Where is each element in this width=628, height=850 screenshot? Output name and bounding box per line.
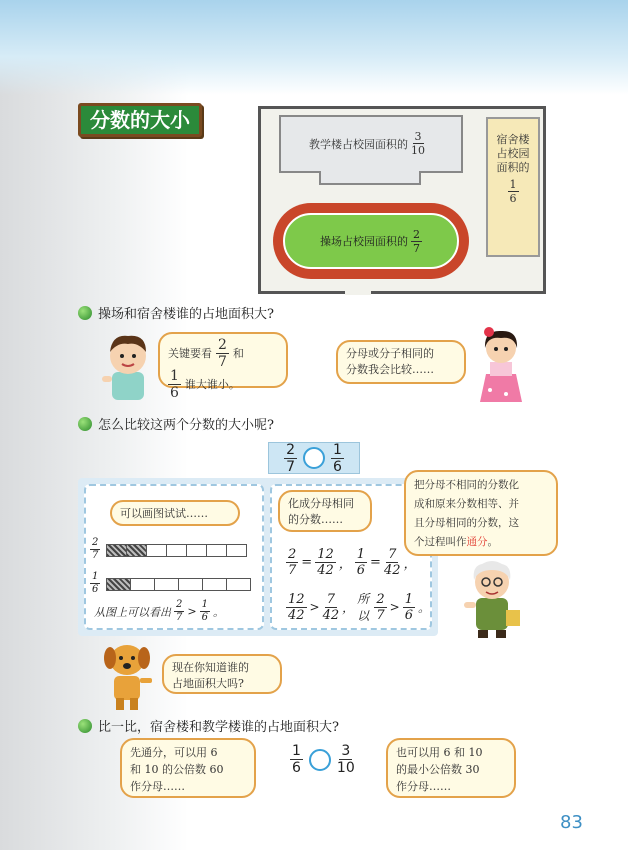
- fraction: $\frac{1}{6}$: [356, 547, 366, 578]
- compare-circle-input[interactable]: [303, 447, 325, 469]
- equation-2: $\frac{12}{42}$ > $\frac{7}{42}$ ， 所以 $\frac{2}{7}$ > $\frac{1}{6}$ 。: [288, 591, 430, 623]
- speech-bubble-boy: 关键要看 $\frac{2}{7}$ 和 $\frac{1}{6}$ 谁大谁小。: [158, 332, 288, 388]
- teaching-building-label: 教学楼占校园面积的 $\frac{3}{10}$: [309, 130, 425, 157]
- teaching-building-notch: [319, 171, 421, 185]
- fraction: $\frac{2}{7}$: [376, 591, 385, 623]
- question-2: 怎么比较这两个分数的大小呢?: [78, 414, 274, 433]
- speech-bubble-least-common-multiple: 也可以用 6 和 10 的最小公倍数 30 作分母……: [386, 738, 516, 798]
- speech-bubble-teacher: 把分母不相同的分数化 成和原来分数相等、并 且分母相同的分数，这 个过程叫作通分。: [404, 470, 558, 556]
- fraction: $\frac{1}{6}$: [404, 591, 413, 623]
- fraction: $\frac{1}{6}$: [333, 441, 342, 475]
- girl-illustration: [476, 324, 526, 404]
- speech-bubble-dog: 现在你知道谁的 占地面积大吗?: [162, 654, 282, 694]
- dog-illustration: [98, 636, 156, 712]
- fraction: $\frac{12}{42}$: [317, 547, 334, 578]
- fraction: $\frac{2}{7}$: [288, 547, 297, 578]
- bullet-icon: [78, 719, 92, 733]
- fraction-bar-sixths: [106, 578, 250, 591]
- drawing-conclusion: 从图上可以看出 $\frac{2}{7}$ > $\frac{1}{6}$ 。: [94, 599, 224, 623]
- fraction: $\frac{1}{6}$: [292, 743, 301, 776]
- campus-gate: [345, 289, 371, 295]
- fraction: $\frac{3}{10}$: [336, 743, 355, 776]
- fraction: $\frac{7}{42}$: [383, 547, 401, 578]
- boy-illustration: [98, 332, 158, 404]
- bar-1-label: $\frac{2}{7}$: [92, 537, 99, 561]
- section-title: 分数的大小: [78, 103, 202, 137]
- fraction: $\frac{2}{7}$: [218, 337, 227, 370]
- fraction: $\frac{1}{6}$: [201, 599, 208, 623]
- speech-bubble-common-multiple: 先通分，可以用 6 和 10 的公倍数 60 作分母……: [120, 738, 256, 798]
- compare-fractions-2: [290, 744, 355, 775]
- fraction: $\frac{7}{42}$: [322, 591, 340, 623]
- fraction: $\frac{2}{7}$: [176, 599, 183, 623]
- equation-1: $\frac{2}{7}$ = $\frac{12}{42}$ ， $\frac{1}{6}$ = $\frac{7}{42}$ ，: [288, 547, 417, 578]
- term-highlight: 通分: [466, 536, 488, 548]
- bullet-icon: [78, 417, 92, 431]
- fraction: $\frac{12}{42}$: [288, 591, 305, 623]
- fraction: $\frac{2}{7}$: [413, 227, 420, 255]
- fraction-bar-sevenths: [106, 544, 246, 557]
- fraction: $\frac{3}{10}$: [411, 130, 425, 157]
- teacher-illustration: [460, 558, 524, 640]
- page-number: 83: [560, 812, 583, 833]
- speech-bubble-common-denominator: 化成分母相同 的分数……: [278, 490, 372, 532]
- fraction: $\frac{1}{6}$: [509, 178, 517, 205]
- bar-2-label: $\frac{1}{6}$: [92, 571, 99, 595]
- compare-circle-input[interactable]: [309, 749, 331, 771]
- campus-map: [258, 106, 546, 294]
- fraction: $\frac{2}{7}$: [286, 441, 295, 475]
- running-track: [273, 203, 469, 279]
- speech-bubble-girl: 分母或分子相同的 分数我会比较……: [336, 340, 466, 384]
- fraction: $\frac{1}{6}$: [170, 368, 179, 401]
- speech-bubble-drawing: 可以画图试试……: [110, 500, 240, 526]
- bullet-icon: [78, 306, 92, 320]
- dormitory-building: 宿舍楼 占校园 面积的 $\frac{1}{6}$: [486, 117, 540, 257]
- header-band: [0, 0, 628, 95]
- sports-field: 操场占校园面积的 $\frac{2}{7}$: [283, 213, 459, 269]
- panel-drawing-method: [84, 484, 264, 630]
- question-1: 操场和宿舍楼谁的占地面积大?: [78, 303, 274, 322]
- compare-fractions-1: [268, 442, 360, 474]
- question-3: 比一比，宿舍楼和教学楼谁的占地面积大?: [78, 716, 339, 735]
